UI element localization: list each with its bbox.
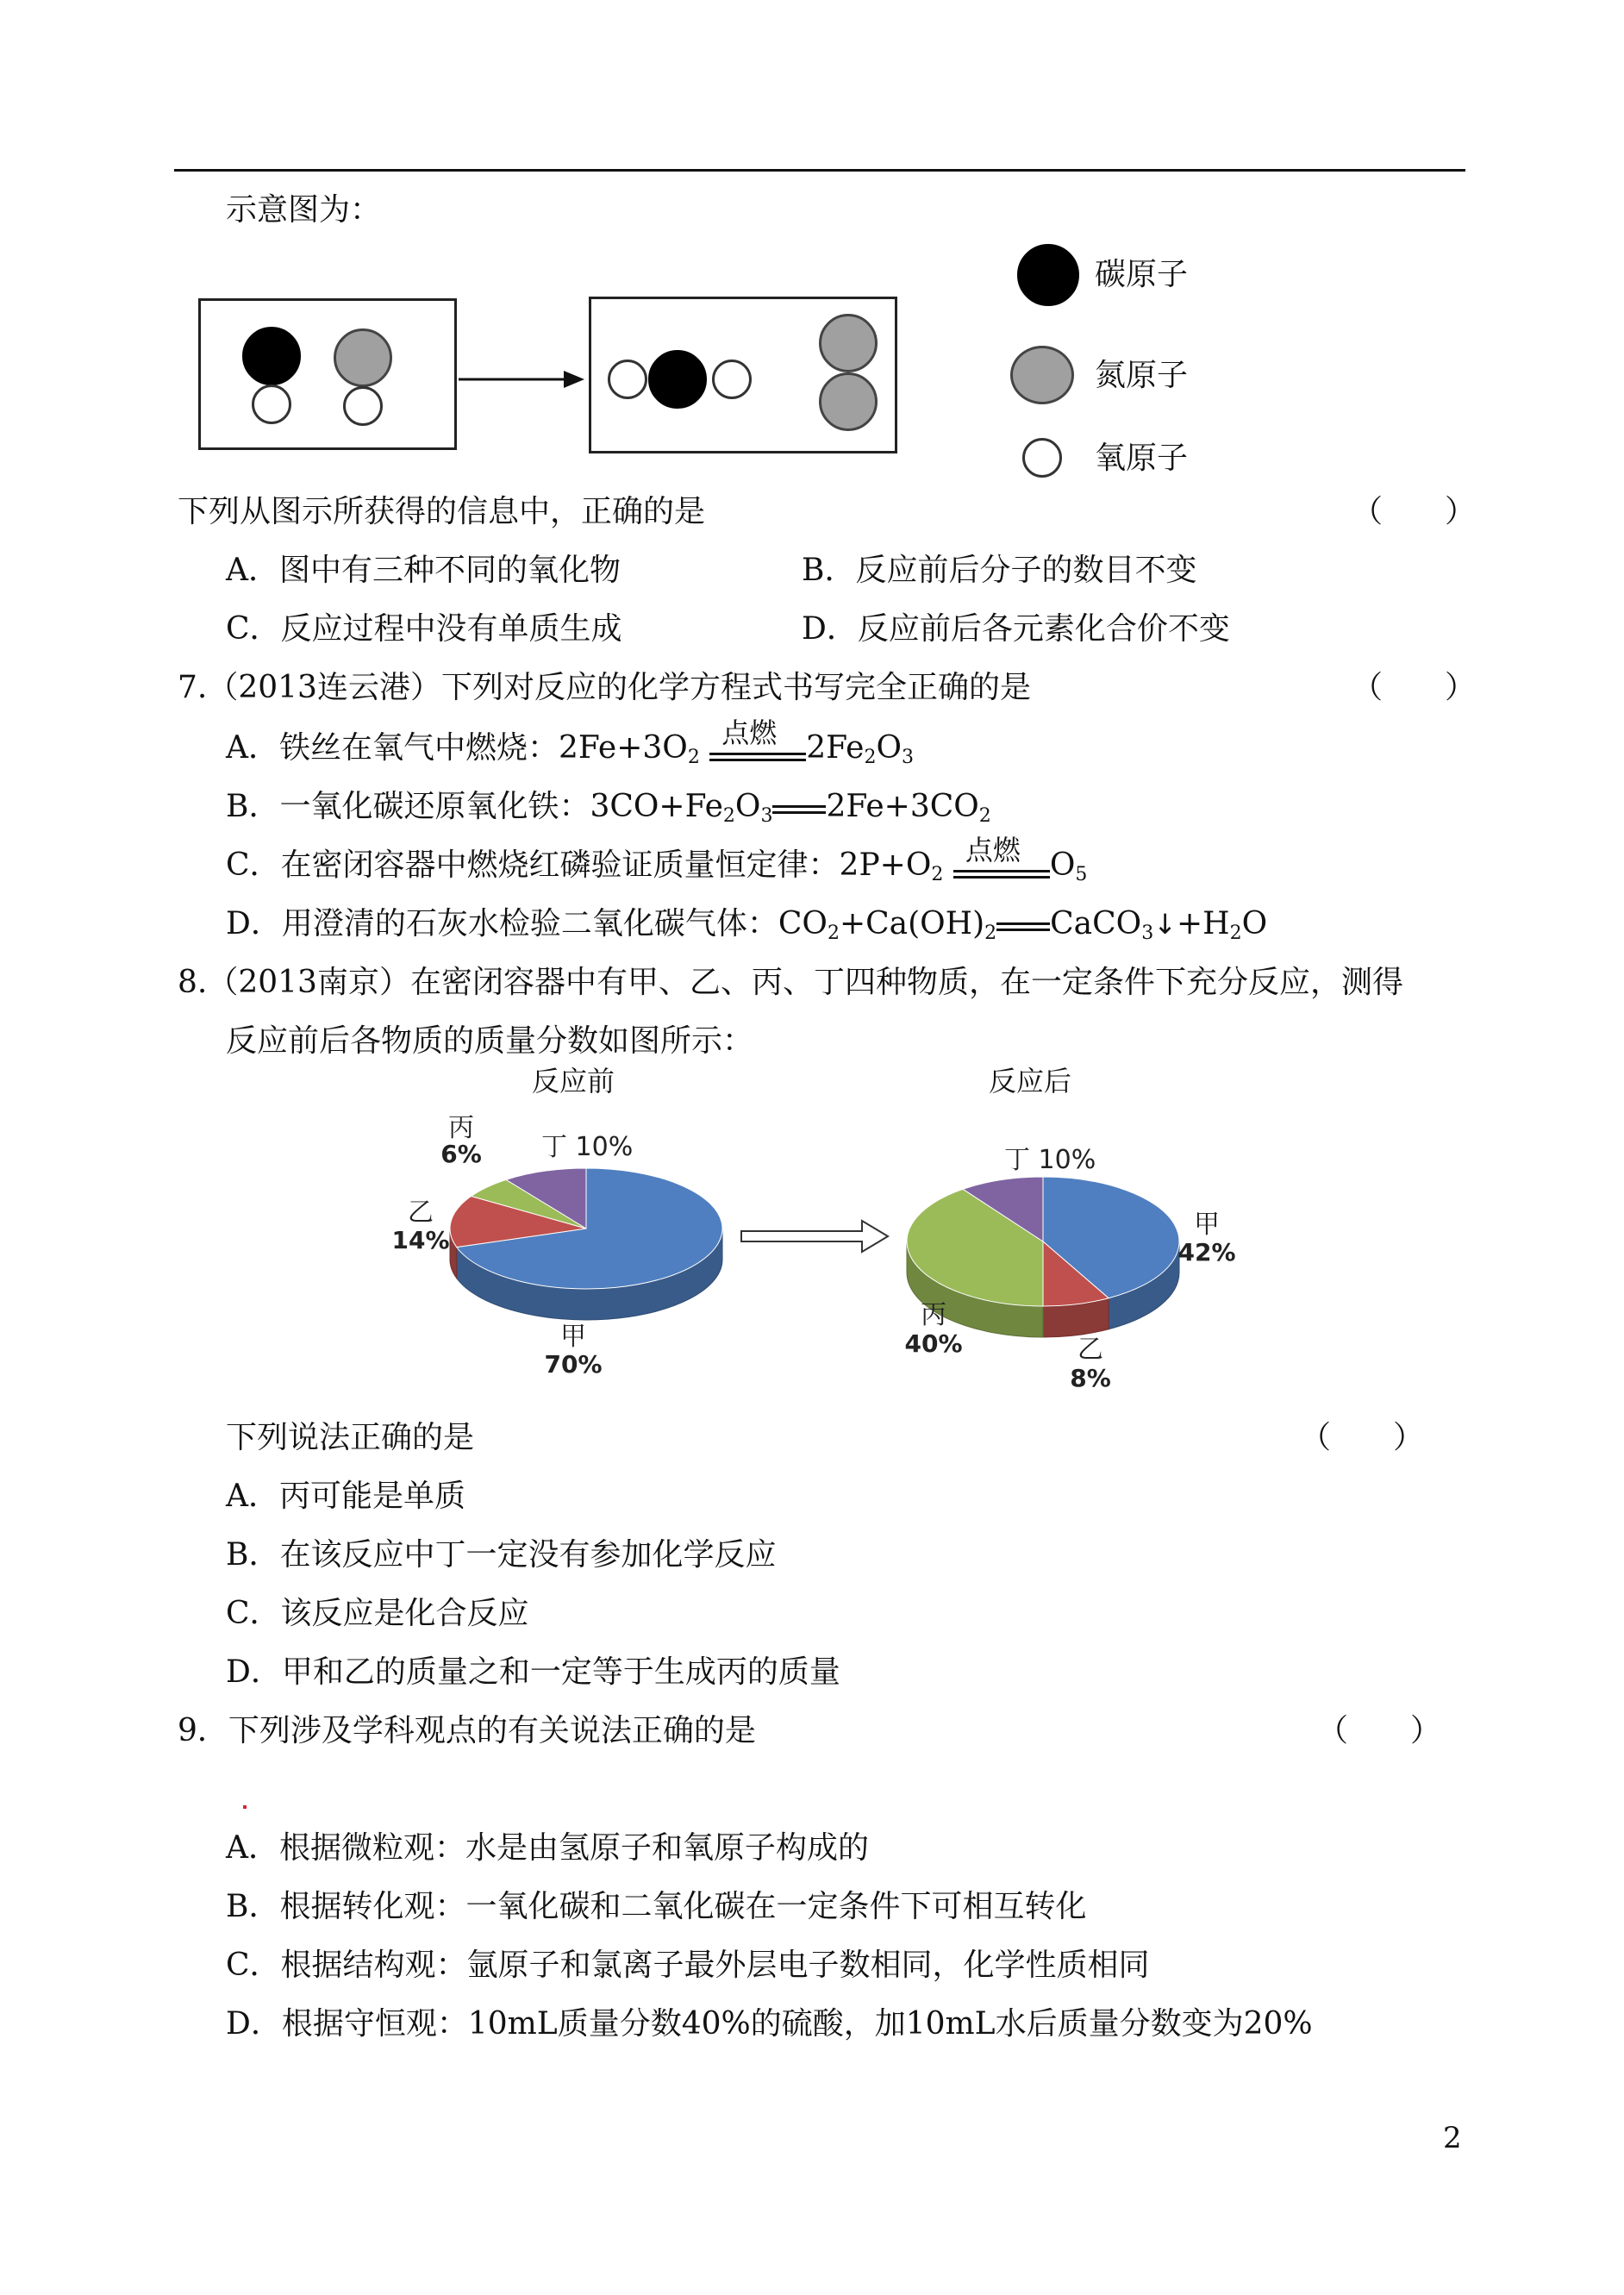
option-text: C．在密闭容器中燃烧红磷验证质量恒定律： <box>226 847 840 883</box>
q8-stem-line2: 反应前后各物质的质量分数如图所示： <box>226 1023 754 1059</box>
subscript: 2 <box>827 922 840 944</box>
page-number: 2 <box>1443 2121 1462 2155</box>
option-text: D．用澄清的石灰水检验二氧化碳气体： <box>226 906 778 941</box>
q8-option-d: D．甲和乙的质量之和一定等于生成丙的质量 <box>226 1654 840 1690</box>
subscript: 2 <box>687 747 700 768</box>
slice-value-label: 14% <box>391 1226 450 1254</box>
pie-charts <box>345 1060 1293 1423</box>
q7-option-a <box>226 716 914 768</box>
q6-option-b: B．反应前后分子的数目不变 <box>802 553 1197 588</box>
q7-stem: 7.（2013连云港）下列对反应的化学方程式书写完全正确的是 <box>178 670 1031 705</box>
q6-stem: 下列从图示所获得的信息中，正确的是 <box>178 494 706 529</box>
oxygen-atom <box>252 385 291 424</box>
q8-option-c: C．该反应是化合反应 <box>226 1596 529 1631</box>
nitrogen-atom <box>334 328 392 387</box>
q7-option-c <box>226 834 1088 885</box>
subscript: 2 <box>722 805 735 827</box>
q7-option-b <box>226 789 991 827</box>
oxygen-atom <box>343 386 383 426</box>
chart-title: 反应前 <box>531 1065 615 1097</box>
nitrogen-atom <box>819 314 878 372</box>
reactants-box <box>198 298 457 450</box>
oxygen-atom <box>712 360 752 399</box>
slice-value-label: 70% <box>544 1350 603 1379</box>
formula: +H <box>1177 906 1230 941</box>
nitrogen-atom <box>819 372 878 431</box>
formula: O <box>1241 906 1268 941</box>
q8-answer-paren: （ ） <box>1300 1420 1425 1455</box>
q9-stem: 9．下列涉及学科观点的有关说法正确的是 <box>178 1713 756 1748</box>
slice-name-label: 丙 <box>448 1113 474 1143</box>
q9-answer-paren: （ ） <box>1317 1713 1442 1748</box>
slice-name-label: 甲 <box>1194 1210 1220 1240</box>
reaction-condition-sign <box>953 834 1050 883</box>
formula: 2Fe+3O <box>559 730 688 766</box>
q8-option-b: B．在该反应中丁一定没有参加化学反应 <box>226 1537 777 1573</box>
chart-title: 反应后 <box>988 1065 1072 1097</box>
q8-stem-line1: 8.（2013南京）在密闭容器中有甲、乙、丙、丁四种物质，在一定条件下充分反应，测得 <box>178 965 1403 1000</box>
diagram-caption: 示意图为： <box>226 192 382 228</box>
formula: CaCO <box>1050 906 1142 941</box>
subscript: 2 <box>931 864 944 885</box>
option-text: A．铁丝在氧气中燃烧： <box>226 730 559 766</box>
slice-name-label: 丙 <box>921 1300 946 1330</box>
reaction-arrow-icon <box>457 366 586 392</box>
q6-answer-paren: （ ） <box>1352 494 1477 529</box>
formula: O <box>876 730 902 766</box>
stray-mark <box>243 1805 247 1809</box>
slice-value-label: 40% <box>904 1329 963 1358</box>
legend-nitrogen-label: 氮原子 <box>1095 358 1189 393</box>
q8-question: 下列说法正确的是 <box>226 1420 475 1455</box>
q9-option-c: C．根据结构观：氩原子和氯离子最外层电子数相同，化学性质相同 <box>226 1948 1150 1983</box>
condition-label: 点燃 <box>721 716 778 749</box>
slice-value-label: 6% <box>440 1140 482 1168</box>
q9-option-a: A．根据微粒观：水是由氢原子和氧原子构成的 <box>226 1830 869 1866</box>
subscript: 3 <box>1141 922 1154 944</box>
q9-option-b: B．根据转化观：一氧化碳和二氧化碳在一定条件下可相互转化 <box>226 1889 1087 1924</box>
precipitate-arrow-icon: ↓ <box>1153 908 1177 941</box>
slice-name-label: 甲 <box>560 1322 586 1352</box>
carbon-atom <box>648 350 707 409</box>
formula: 2Fe <box>806 730 865 766</box>
q7-answer-paren: （ ） <box>1352 670 1477 705</box>
carbon-atom <box>242 327 301 385</box>
formula: CO <box>778 906 828 941</box>
header-rule <box>174 169 1465 172</box>
q6-option-d: D．反应前后各元素化合价不变 <box>802 611 1230 647</box>
slice-name-label: 乙 <box>1077 1335 1103 1365</box>
oxygen-atom <box>608 360 647 399</box>
legend-carbon-icon <box>1017 244 1079 306</box>
subscript: 3 <box>760 805 773 827</box>
subscript: 5 <box>1075 864 1088 885</box>
formula: O <box>1049 847 1076 883</box>
legend-carbon-label: 碳原子 <box>1095 257 1189 292</box>
equals-sign <box>996 907 1050 941</box>
equals-sign <box>772 790 826 824</box>
condition-label: 点燃 <box>965 834 1021 866</box>
formula: +Ca(OH) <box>839 906 985 941</box>
formula: O <box>734 789 761 824</box>
option-text: B．一氧化碳还原氧化铁： <box>226 789 590 824</box>
slice-label: 丁 10% <box>1004 1145 1096 1175</box>
formula: 2Fe+3CO <box>826 789 979 824</box>
q6-option-c: C．反应过程中没有单质生成 <box>226 611 622 647</box>
legend-oxygen-icon <box>1022 438 1062 478</box>
legend-oxygen-label: 氧原子 <box>1095 441 1189 476</box>
transition-arrow-icon <box>741 1221 888 1252</box>
subscript: 3 <box>902 747 914 768</box>
q7-option-d <box>226 906 1268 944</box>
subscript: 2 <box>978 805 991 827</box>
slice-value-label: 42% <box>1177 1238 1236 1266</box>
slice-value-label: 8% <box>1070 1364 1111 1392</box>
subscript: 2 <box>1229 922 1242 944</box>
subscript: 2 <box>984 922 997 944</box>
slice-name-label: 乙 <box>408 1198 434 1228</box>
q8-option-a: A．丙可能是单质 <box>226 1479 465 1514</box>
formula: 2P+O <box>839 847 932 883</box>
formula: 3CO+Fe <box>590 789 723 824</box>
reaction-condition-sign <box>709 716 806 766</box>
q9-option-d: D．根据守恒观：10mL质量分数40%的硫酸，加10mL水后质量分数变为20% <box>226 2006 1313 2042</box>
q6-option-a: A．图中有三种不同的氧化物 <box>226 553 621 588</box>
legend-nitrogen-icon <box>1010 346 1074 404</box>
subscript: 2 <box>864 747 877 768</box>
slice-label: 丁 10% <box>541 1132 634 1162</box>
